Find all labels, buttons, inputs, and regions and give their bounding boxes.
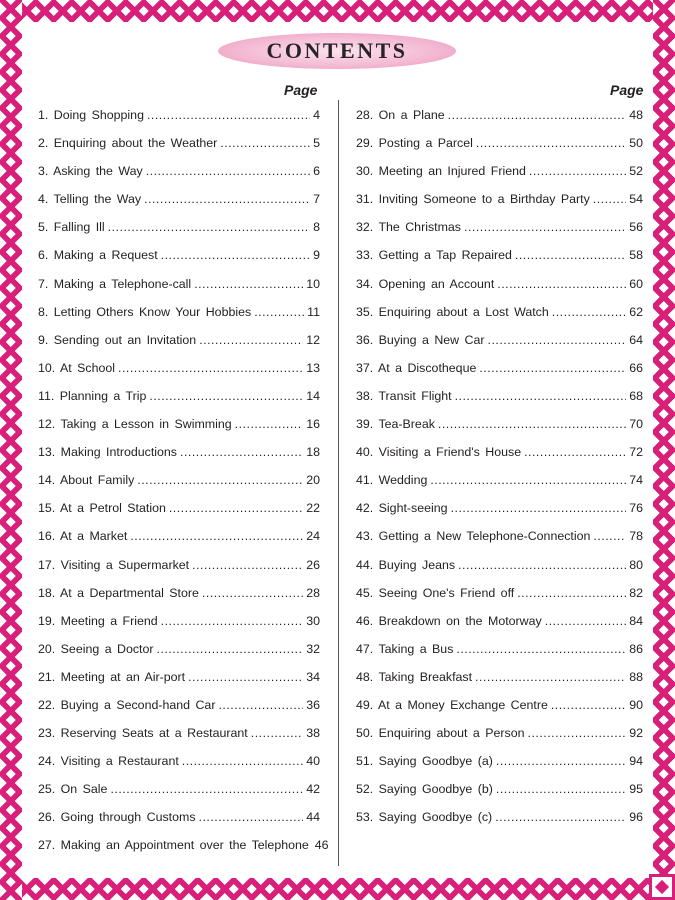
toc-entry[interactable] [356, 326, 643, 354]
toc-entry-title: 2. Enquiring about the Weather [38, 136, 218, 151]
dot-leader [180, 438, 303, 466]
dot-leader [169, 494, 303, 522]
dot-leader [593, 522, 626, 550]
toc-entry[interactable] [356, 747, 643, 775]
toc-entry-title: 3. Asking the Way [38, 164, 143, 179]
toc-entry-page-number: 46 [314, 838, 329, 853]
dot-leader [448, 101, 627, 129]
toc-entry-title: 45. Seeing One's Friend off [356, 585, 515, 600]
toc-entry-title: 40. Visiting a Friend's House [356, 445, 522, 460]
toc-entry-page-number: 13 [306, 360, 320, 375]
toc-entry[interactable] [38, 185, 320, 213]
dot-leader [157, 635, 304, 663]
dot-leader [161, 607, 304, 635]
toc-entry-title: 22. Buying a Second-hand Car [38, 697, 216, 712]
toc-entry-page-number: 18 [306, 445, 320, 460]
toc-entry-title: 4. Telling the Way [38, 192, 142, 207]
toc-entry-page-number: 36 [306, 697, 320, 712]
toc-entry-page-number: 54 [629, 192, 643, 207]
toc-entry-page-number: 11 [307, 304, 320, 319]
toc-entry-page-number: 94 [629, 754, 643, 769]
toc-entry-title: 50. Enquiring about a Person [356, 726, 525, 741]
corner-ornament-icon [649, 874, 675, 900]
toc-entry[interactable] [356, 213, 643, 241]
dot-leader [146, 157, 310, 185]
toc-entry[interactable] [38, 719, 320, 747]
toc-entry-title: 24. Visiting a Restaurant [38, 754, 179, 769]
toc-entry-title: 15. At a Petrol Station [38, 501, 166, 516]
toc-entry[interactable] [356, 551, 643, 579]
toc-entry[interactable] [38, 747, 320, 775]
dot-leader [545, 607, 627, 635]
toc-entry-title: 13. Making Introductions [38, 445, 177, 460]
title-banner [218, 33, 456, 69]
toc-entry-page-number: 8 [313, 220, 320, 235]
page-column-heading-right: Page [610, 82, 644, 98]
toc-entry-title: 28. On a Plane [356, 108, 445, 122]
dot-leader [488, 326, 627, 354]
toc-entry[interactable] [38, 831, 329, 859]
toc-entry-page-number: 22 [306, 501, 320, 516]
decorative-border-right [653, 0, 675, 900]
toc-entry-page-number: 20 [306, 473, 320, 488]
toc-entry-page-number: 24 [306, 529, 320, 544]
toc-entry-title: 32. The Christmas [356, 220, 462, 235]
toc-entry[interactable] [356, 382, 643, 410]
toc-entry-page-number: 14 [306, 388, 320, 403]
toc-entry[interactable] [356, 691, 643, 719]
toc-entry[interactable] [38, 635, 320, 663]
toc-entry[interactable] [356, 466, 643, 494]
toc-entry-page-number: 28 [306, 585, 320, 600]
toc-entry-title: 52. Saying Goodbye (b) [356, 782, 493, 797]
toc-entry-page-number: 72 [629, 445, 643, 460]
dot-leader [182, 747, 303, 775]
toc-entry-title: 8. Letting Others Know Your Hobbies [38, 304, 252, 319]
toc-entry-page-number: 64 [629, 332, 643, 347]
toc-entry-title: 49. At a Money Exchange Centre [356, 697, 548, 712]
toc-entry-title: 42. Sight-seeing [356, 501, 448, 516]
toc-entry-title: 27. Making an Appointment over the Telephone [38, 838, 309, 853]
toc-entry-page-number: 76 [629, 501, 643, 516]
toc-entry-title: 14. About Family [38, 473, 135, 488]
toc-entry[interactable] [356, 241, 643, 269]
toc-entry-title: 10. At School [38, 360, 116, 375]
toc-entry-title: 25. On Sale [38, 782, 108, 797]
dot-leader [108, 213, 310, 241]
toc-entry[interactable] [38, 607, 320, 635]
toc-entry-title: 6. Making a Request [38, 248, 158, 263]
dot-leader [529, 157, 626, 185]
toc-entry-title: 33. Getting a Tap Repaired [356, 248, 512, 263]
dot-leader [254, 298, 304, 326]
toc-entry-title: 48. Taking Breakfast [356, 669, 473, 684]
toc-entry-title: 43. Getting a New Telephone-Connection [356, 529, 591, 544]
dot-leader [118, 354, 303, 382]
dot-leader [458, 551, 626, 579]
toc-entry-page-number: 42 [306, 782, 320, 797]
toc-entry[interactable] [38, 382, 320, 410]
toc-entry-title: 5. Falling Ill [38, 220, 105, 235]
toc-entry-page-number: 7 [313, 192, 320, 207]
toc-entry[interactable] [356, 129, 643, 157]
toc-entry-title: 18. At a Departmental Store [38, 585, 199, 600]
dot-leader [220, 129, 310, 157]
toc-entry-page-number: 50 [629, 136, 643, 151]
dot-leader [497, 270, 626, 298]
toc-entry[interactable] [38, 466, 320, 494]
dot-leader [147, 101, 310, 129]
toc-entry[interactable] [38, 803, 320, 831]
toc-entry-page-number: 38 [306, 726, 320, 741]
toc-entry[interactable] [38, 410, 320, 438]
dot-leader [464, 213, 626, 241]
toc-entry-title: 37. At a Discotheque [356, 360, 477, 375]
toc-entry[interactable] [356, 298, 643, 326]
toc-entry-page-number: 6 [313, 164, 320, 179]
dot-leader [199, 326, 303, 354]
toc-entry[interactable] [38, 663, 320, 691]
dot-leader [455, 382, 627, 410]
toc-entry[interactable] [38, 241, 320, 269]
dot-leader [430, 466, 626, 494]
dot-leader [235, 410, 304, 438]
toc-entry-page-number: 30 [306, 613, 320, 628]
dot-leader [475, 663, 626, 691]
toc-entry[interactable] [356, 101, 643, 129]
toc-entry-page-number: 34 [306, 669, 320, 684]
toc-entry-page-number: 96 [629, 810, 643, 825]
toc-entry-page-number: 70 [629, 417, 643, 432]
page-column-heading-left: Page [284, 82, 318, 98]
toc-entry-title: 26. Going through Customs [38, 810, 196, 825]
toc-entry-page-number: 58 [629, 248, 643, 263]
toc-entry[interactable] [356, 522, 643, 550]
dot-leader [517, 579, 626, 607]
dot-leader [528, 719, 627, 747]
toc-entry-title: 39. Tea-Break [356, 417, 435, 432]
dot-leader [194, 270, 303, 298]
toc-entry-page-number: 84 [629, 613, 643, 628]
toc-list-left [38, 101, 329, 860]
toc-entry-page-number: 95 [629, 782, 643, 797]
page-title: CONTENTS [266, 38, 408, 63]
dot-leader [110, 775, 303, 803]
toc-entry-page-number: 92 [629, 726, 643, 741]
toc-entry-title: 19. Meeting a Friend [38, 613, 158, 628]
toc-entry-title: 21. Meeting at an Air-port [38, 669, 186, 684]
toc-entry-page-number: 78 [629, 529, 643, 544]
toc-entry-title: 17. Visiting a Supermarket [38, 557, 190, 572]
dot-leader [144, 185, 310, 213]
toc-entry[interactable] [356, 663, 643, 691]
toc-entry-page-number: 16 [306, 417, 320, 432]
dot-leader [251, 719, 303, 747]
toc-entry-title: 51. Saying Goodbye (a) [356, 754, 493, 769]
toc-entry[interactable] [356, 270, 643, 298]
decorative-border-bottom [0, 878, 675, 900]
toc-entry[interactable] [38, 438, 320, 466]
toc-entry[interactable] [38, 213, 320, 241]
toc-entry-title: 29. Posting a Parcel [356, 136, 473, 151]
toc-entry-title: 9. Sending out an Invitation [38, 332, 197, 347]
toc-entry[interactable] [38, 157, 320, 185]
toc-entry-page-number: 90 [629, 697, 643, 712]
toc-entry-page-number: 12 [306, 332, 320, 347]
dot-leader [593, 185, 626, 213]
toc-entry-page-number: 10 [306, 276, 320, 291]
toc-entry-page-number: 62 [629, 304, 643, 319]
toc-entry[interactable] [356, 494, 643, 522]
toc-entry-page-number: 44 [306, 810, 320, 825]
toc-entry[interactable] [356, 579, 643, 607]
toc-entry-title: 1. Doing Shopping [38, 108, 144, 122]
toc-entry[interactable] [38, 326, 320, 354]
toc-entry-title: 20. Seeing a Doctor [38, 641, 154, 656]
toc-entry[interactable] [38, 354, 320, 382]
dot-leader [524, 438, 626, 466]
dot-leader [218, 691, 303, 719]
toc-entry[interactable] [356, 803, 643, 831]
toc-entry-page-number: 5 [313, 136, 320, 151]
toc-entry[interactable] [356, 354, 643, 382]
toc-entry-page-number: 66 [629, 360, 643, 375]
toc-entry-title: 31. Inviting Someone to a Birthday Party [356, 192, 590, 207]
toc-entry-page-number: 9 [313, 248, 320, 263]
toc-entry-title: 16. At a Market [38, 529, 128, 544]
toc-entry-page-number: 86 [629, 641, 643, 656]
toc-entry[interactable] [38, 775, 320, 803]
decorative-border-left [0, 0, 22, 900]
toc-entry-page-number: 48 [629, 108, 643, 122]
toc-entry-title: 35. Enquiring about a Lost Watch [356, 304, 549, 319]
dot-leader [188, 663, 303, 691]
toc-entry-title: 7. Making a Telephone-call [38, 276, 192, 291]
toc-entry-title: 36. Buying a New Car [356, 332, 485, 347]
toc-entry-title: 44. Buying Jeans [356, 557, 456, 572]
toc-entry-title: 34. Opening an Account [356, 276, 495, 291]
toc-entry-title: 11. Planning a Trip [38, 388, 147, 403]
dot-leader [515, 241, 626, 269]
toc-entry-title: 46. Breakdown on the Motorway [356, 613, 542, 628]
toc-entry-page-number: 68 [629, 388, 643, 403]
toc-entry-title: 23. Reserving Seats at a Restaurant [38, 726, 248, 741]
toc-entry-page-number: 32 [306, 641, 320, 656]
toc-entry[interactable] [38, 579, 320, 607]
toc-entry[interactable] [38, 129, 320, 157]
toc-entry-title: 38. Transit Flight [356, 388, 452, 403]
toc-entry[interactable] [356, 719, 643, 747]
dot-leader [149, 382, 303, 410]
toc-entry[interactable] [38, 298, 320, 326]
dot-leader [479, 354, 626, 382]
dot-leader [199, 803, 304, 831]
dot-leader [161, 241, 310, 269]
toc-entry-title: 47. Taking a Bus [356, 641, 454, 656]
toc-entry-page-number: 56 [629, 220, 643, 235]
toc-entry[interactable] [356, 775, 643, 803]
dot-leader [552, 298, 626, 326]
toc-entry[interactable] [38, 494, 320, 522]
dot-leader [551, 691, 626, 719]
dot-leader [451, 494, 627, 522]
toc-entry-page-number: 82 [629, 585, 643, 600]
toc-list-right [356, 101, 643, 831]
dot-leader [130, 522, 303, 550]
toc-entry-title: 12. Taking a Lesson in Swimming [38, 417, 232, 432]
dot-leader [456, 635, 626, 663]
dot-leader [495, 803, 626, 831]
toc-entry-title: 30. Meeting an Injured Friend [356, 164, 526, 179]
toc-entry[interactable] [356, 157, 643, 185]
toc-entry-page-number: 40 [306, 754, 320, 769]
toc-entry[interactable] [356, 635, 643, 663]
dot-leader [192, 551, 303, 579]
toc-entry[interactable] [38, 270, 320, 298]
toc-entry-title: 53. Saying Goodbye (c) [356, 810, 493, 825]
column-divider [338, 100, 339, 866]
dot-leader [496, 747, 626, 775]
toc-entry[interactable] [38, 551, 320, 579]
toc-entry-page-number: 80 [629, 557, 643, 572]
toc-entry[interactable] [356, 438, 643, 466]
toc-entry-page-number: 52 [629, 164, 643, 179]
toc-entry-page-number: 4 [313, 108, 320, 122]
dot-leader [496, 775, 626, 803]
toc-entry[interactable] [38, 101, 320, 129]
toc-entry[interactable] [38, 691, 320, 719]
dot-leader [476, 129, 626, 157]
toc-entry[interactable] [356, 607, 643, 635]
dot-leader [137, 466, 303, 494]
toc-entry[interactable] [38, 522, 320, 550]
decorative-border-top [0, 0, 675, 22]
toc-entry-page-number: 88 [629, 669, 643, 684]
toc-entry-title: 41. Wedding [356, 473, 428, 488]
dot-leader [202, 579, 303, 607]
toc-entry-page-number: 74 [629, 473, 643, 488]
toc-entry-page-number: 26 [306, 557, 320, 572]
toc-entry[interactable] [356, 185, 643, 213]
toc-entry[interactable] [356, 410, 643, 438]
dot-leader [438, 410, 626, 438]
toc-entry-page-number: 60 [629, 276, 643, 291]
